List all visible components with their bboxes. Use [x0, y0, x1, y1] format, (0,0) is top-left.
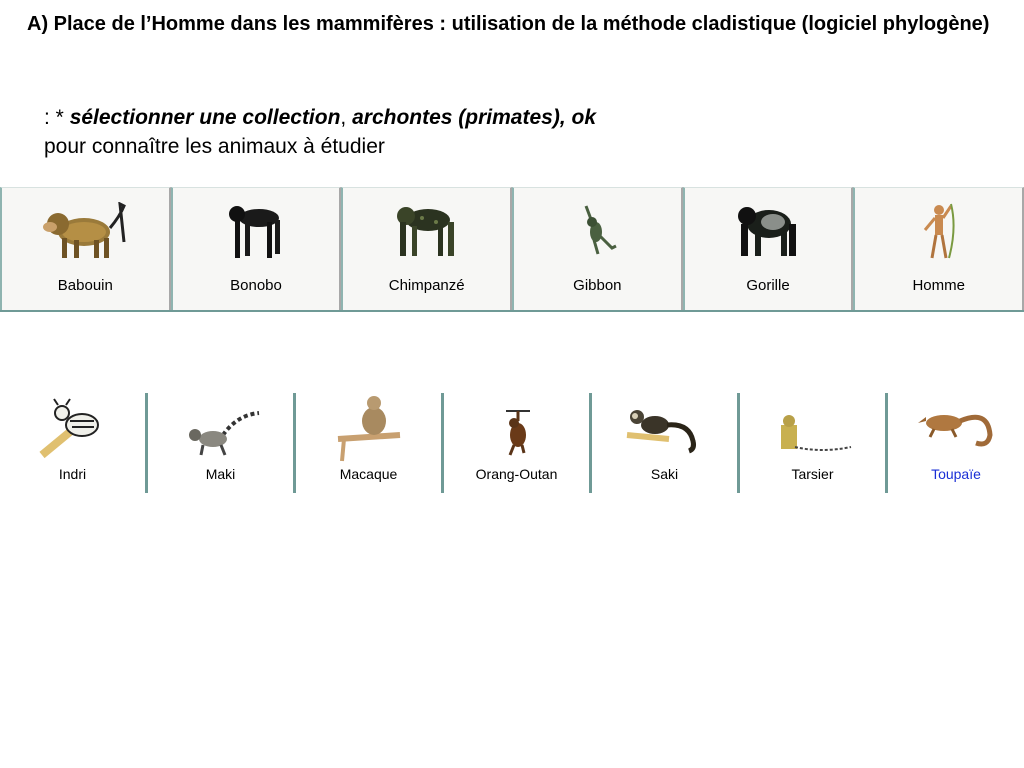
instruction-select-collection: sélectionner une collection [69, 106, 341, 129]
treeshrew-icon [888, 395, 1024, 463]
animal-tile-saki[interactable] [592, 393, 740, 493]
chimpanzee-icon [343, 202, 510, 264]
animal-tile-orang-outan[interactable] [444, 393, 592, 493]
animal-label: Macaque [339, 466, 398, 482]
animal-label: Gibbon [573, 277, 622, 294]
animal-label: Bonobo [230, 277, 282, 294]
animal-label: Babouin [57, 277, 113, 294]
animal-label: Homme [912, 277, 965, 294]
animal-label: Orang-Outan [475, 466, 558, 482]
baboon-icon [2, 202, 169, 264]
instruction-archontes-ok: archontes (primates), ok [352, 106, 596, 129]
animal-tile-toupaie[interactable] [888, 393, 1024, 493]
gorilla-icon [685, 202, 852, 264]
animal-label: Chimpanzé [388, 277, 465, 294]
saki-icon [592, 395, 737, 463]
animal-tile-maki[interactable] [148, 393, 296, 493]
tarsier-icon [740, 395, 885, 463]
maki-icon [148, 395, 293, 463]
animal-label: Maki [205, 466, 236, 482]
animal-label: Saki [650, 466, 679, 482]
instruction-line-1 [44, 103, 764, 132]
animal-tile-bonobo[interactable] [171, 187, 342, 310]
instruction-text [44, 103, 764, 161]
animal-label: Tarsier [791, 466, 834, 482]
bonobo-icon [173, 202, 340, 264]
gibbon-icon [514, 202, 681, 264]
animal-tile-homme[interactable] [853, 187, 1024, 310]
animal-collection-row-1 [0, 187, 1024, 312]
human-icon [855, 202, 1022, 264]
animal-label-selected: Toupaïe [931, 466, 981, 482]
orangutan-icon [444, 395, 589, 463]
animal-tile-tarsier[interactable] [740, 393, 888, 493]
animal-tile-chimpanze[interactable] [341, 187, 512, 310]
instruction-comma: , [340, 106, 353, 129]
macaque-icon [296, 395, 441, 463]
animal-tile-gorille[interactable] [683, 187, 854, 310]
instruction-line-2: pour connaître les animaux à étudier [44, 135, 385, 158]
page-title: A) Place de l’Homme dans les mammifères : utilisation de la méthode cladistique (logiciel phylogène) [27, 13, 990, 35]
indri-icon [0, 395, 145, 463]
animal-tile-gibbon[interactable] [512, 187, 683, 310]
instruction-prefix: : * [44, 106, 70, 129]
animal-label: Gorille [746, 277, 790, 294]
animal-tile-babouin[interactable] [0, 187, 171, 310]
animal-tile-indri[interactable] [0, 393, 148, 493]
animal-collection-row-2 [0, 393, 1024, 493]
animal-tile-macaque[interactable] [296, 393, 444, 493]
animal-label: Indri [58, 466, 87, 482]
